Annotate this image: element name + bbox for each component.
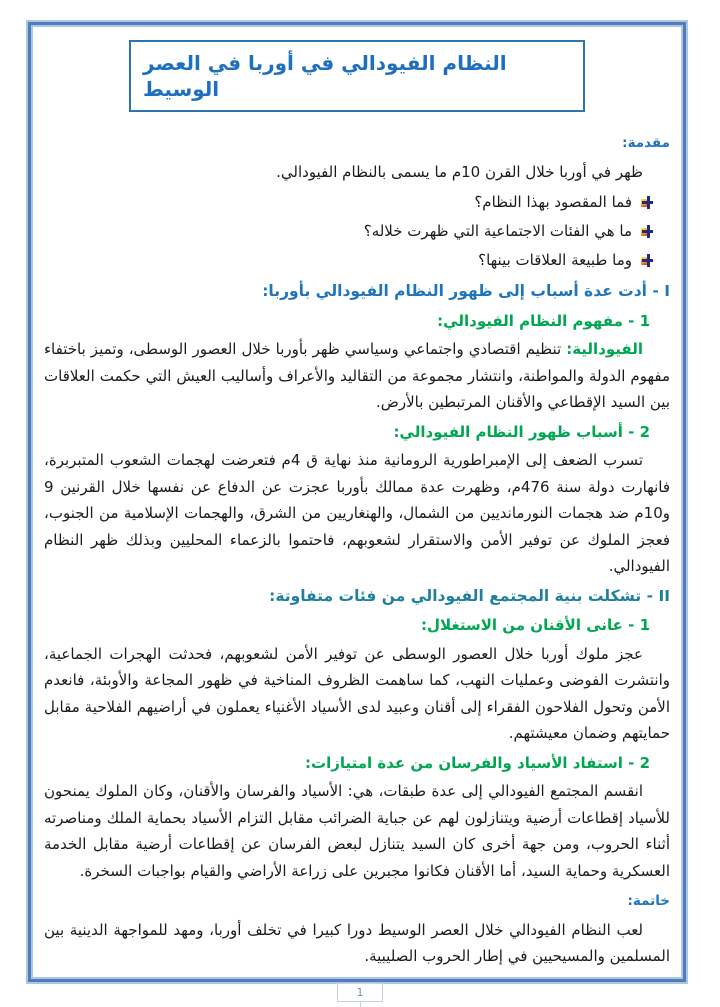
lords-paragraph: انقسم المجتمع الفيودالي إلى عدة طبقات، هي: الأسياد والفرسان والأقنان، وكان الملوك يمنحون للأسياد إقطاعات أرضية ويتنازلون لهم عن جباية الضرائب مقابل التزام الأسياد بحماية الملك ومناصرته أثناء الحروب، ومن جهة أخرى كان السيد يتنازل لبعض الفرسان عن إقطاعات أرضية مقابل الخدمة العسكرية وحماية السيد، أما الأقنان فكانوا مجبرين على زراعة الأراضي والقيام بواجبات السخرة. xyxy=(44,782,670,880)
questions-list xyxy=(44,188,670,275)
colored-cross-bullet-icon xyxy=(641,196,653,209)
question-text: وما طبيعة العلاقات بينها؟ xyxy=(478,251,632,269)
question-item xyxy=(44,246,653,275)
page-number-tail-line xyxy=(360,1002,361,1007)
question-item xyxy=(44,188,653,217)
section2-sub2-heading: 2 - استفاد الأسياد والفرسان من عدة امتيازات: xyxy=(305,753,650,772)
page-number: 1 xyxy=(356,986,364,999)
colored-cross-bullet-icon xyxy=(641,225,653,238)
section1-sub2-heading: 2 - أسباب ظهور النظام الفيودالي: xyxy=(393,422,650,441)
serfs-paragraph: عجز ملوك أوربا خلال العصور الوسطى عن توفير الأمن لشعوبهم، فحدثت الهجرات الجماعية، وانتشرت الفوضى وعمليات النهب، كما ساهمت الظروف المناخية في ظهور المجاعة والأوبئة، فانعدم الأمن وتحول الفلاحون الفقراء إلى أقنان وعبيد لدى الأسياد الأغنياء يعملون في أراضيهم الفلاحية مقابل حمايتهم وضمان معيشتهم. xyxy=(44,644,670,742)
document-title-box xyxy=(129,40,585,112)
intro-paragraph: ظهر في أوربا خلال القرن 10م ما يسمى بالنظام الفيودالي. xyxy=(276,162,643,181)
page-border-frame xyxy=(28,22,686,982)
intro-heading: مقدمة: xyxy=(622,135,670,151)
definition-term: الفيودالية: xyxy=(566,340,643,358)
causes-paragraph: تسرب الضعف إلى الإمبراطورية الرومانية منذ نهاية ق 4م فتعرضت لهجمات الشعوب المتبربرة، فانهارت دولة سنة 476م، وظهرت عدة ممالك بأوربا عجزت عن الدفاع عن نفسها خلال القرنين 9 و10م ضد هجمات النورمانديين من الشمال، والهنغاريين من الشرق، والهجمات الإسلامية من الجنوب، فعجز الملوك عن توفير الأمن والاستقرار لشعوبهم، فاحتموا بالزعماء المحليين وبذلك ظهر النظام الفيودالي. xyxy=(44,451,670,575)
colored-cross-bullet-icon xyxy=(641,254,653,267)
section2-sub1-heading: 1 - عانى الأقنان من الاستغلال: xyxy=(421,616,650,634)
section1-sub1-heading: 1 - مفهوم النظام الفيودالي: xyxy=(437,311,650,330)
definition-text: تنظيم اقتصادي واجتماعي وسياسي ظهر بأوربا خلال العصور الوسطى، وتميز باختفاء مفهوم الدولة والمواطنة، وانتشار مجموعة من التقاليد والأعراف وأساليب العيش التي حكمت العلاقات بين السيد الإقطاعي والأقنان المرتبطين بالأرض. xyxy=(44,340,670,411)
question-item xyxy=(44,217,653,246)
section1-heading: I - أدت عدة أسباب إلى ظهور النظام الفيودالي بأوربا: xyxy=(262,282,670,300)
question-text: ما هي الفئات الاجتماعية التي ظهرت خلاله؟ xyxy=(363,222,632,240)
conclusion-paragraph: لعب النظام الفيودالي خلال العصر الوسيط دورا كبيرا في تخلف أوربا، ومهد للمواجهة الدينية بين المسلمين والمسيحيين في إطار الحروب الصليبية. xyxy=(44,920,670,965)
question-text: فما المقصود بهذا النظام؟ xyxy=(474,193,632,211)
document-title: النظام الفيودالي في أوربا في العصر الوسيط xyxy=(143,51,507,101)
section2-heading: II - تشكلت بنية المجتمع الفيودالي من فئات متفاوتة: xyxy=(269,586,670,605)
conclusion-heading: خاتمة: xyxy=(627,893,670,909)
document-body xyxy=(31,112,683,970)
page-number-box xyxy=(337,983,383,1002)
definition-paragraph xyxy=(44,336,670,416)
